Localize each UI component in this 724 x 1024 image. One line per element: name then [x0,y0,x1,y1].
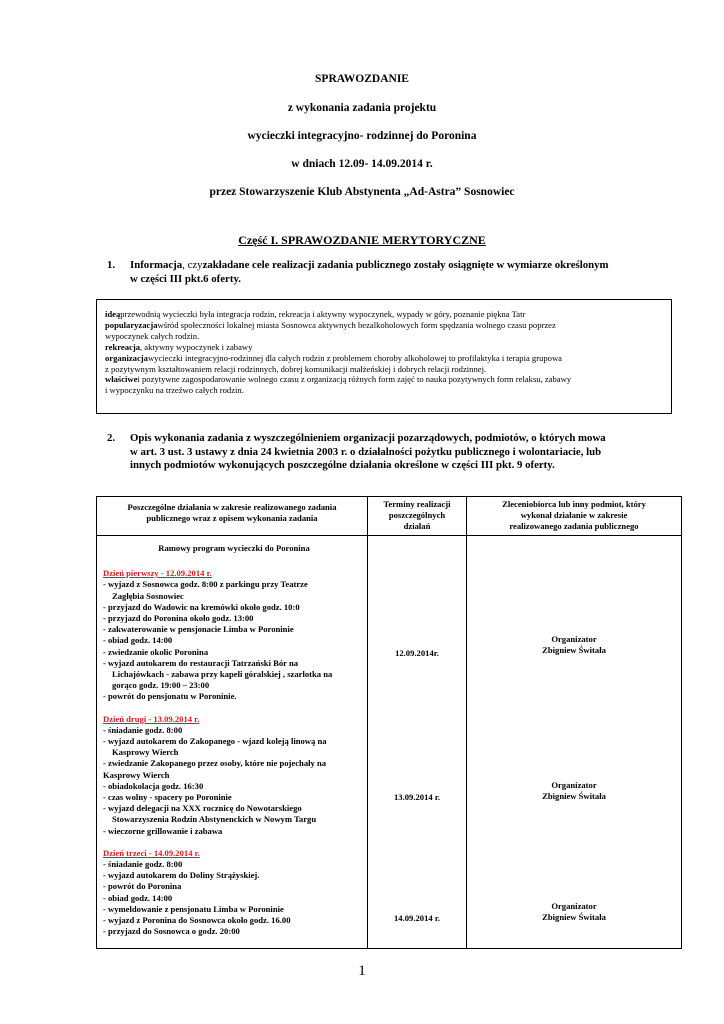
program-line: - śniadanie godz. 8:00 [103,724,183,735]
program-line: - przyjazd do Wadowic na kremówki około godz. 10:0 [103,601,300,612]
program-line: - przyjazd do Sosnowca o godz. 20:00 [103,926,240,937]
program-line: - wyjazd autokarem do Doliny Strążyskiej. [103,870,260,881]
box-row: popularyzacjawśród społeczności lokalnej miasta Sosnowca aktywnych bezalkoholowych form spędzania wolnego czasu poprzez [105,319,556,330]
activities-table [96,496,682,949]
program-line: - wyjazd z Sosnowca godz. 8:00 z parkingu przy Teatrze [103,579,308,590]
question-1-line-2: w części III pkt.6 oferty. [130,272,241,285]
day-block [103,568,365,702]
program-line: - wyjazd autokarem do Zakopanego - wjazd koleją linową na [103,736,327,747]
box-row: ideąprzewodnią wycieczki była integracja rodzin, rekreacja i aktywny wypoczynek, wypady w góry, poznanie piękna Tatr [105,309,526,319]
page-number: 1 [358,963,366,979]
box-row: wypoczynek całych rodzin. [105,330,200,341]
program-line: Zagłębia Sosnowiec [112,590,184,601]
program-line: - śniadanie godz. 8:00 [103,859,183,870]
box-row: właściwei pozytywne zagospodarowanie wolnego czasu z organizacją różnych form zajęć to nauka pozytywnych form relaksu, zabawy [105,374,572,385]
table-header-activities: Poszczególne działania w zakresie realizowanego zadania publicznego wraz z opisem wykonania zadania [127,502,337,523]
program-line: - wieczorne grillowanie i zabawa [103,825,223,836]
program-line: - obiad godz. 14:00 [103,892,173,903]
program-line: - wyjazd autokarem do restauracji Tatrzański Bór na [103,657,299,668]
organizer-day-1: Organizator Zbigniew Świtała [542,634,606,655]
date-day-3: 14.09.2014 r. [394,913,440,923]
program-line: Lichajówkach - zabawa przy kapeli góralskiej , szarlotka na [112,669,333,680]
doc-subtitle-4: przez Stowarzyszenie Klub Abstynenta „Ad-Astra” Sosnowiec [209,186,515,198]
question-1-line-1: Informacja, czyzakładane cele realizacji zadania publicznego zostały osiągnięte w wymiarze określonym [130,259,609,271]
program-line: - wyjazd z Poronina do Sosnowca około godz. 16.00 [103,915,291,926]
question-2-line-2: w art. 3 ust. 3 ustawy z dnia 24 kwietnia 2003 r. o działalności pożytku publicznego i wolontariacie, lub [130,445,602,458]
organizer-day-3: Organizator Zbigniew Świtała [542,901,606,922]
doc-subtitle-2: wycieczki integracyjno- rodzinnej do Poronina [247,130,477,142]
doc-subtitle-3: w dniach 12.09- 14.09.2014 r. [291,158,433,170]
question-2-line-1: Opis wykonania zadania z wyszczególnieniem organizacji pozarządowych, podmiotów, o których mowa [130,432,606,444]
table-header-dates: Terminy realizacji poszczególnych działań [383,499,451,531]
program-cell [103,543,365,938]
section-title: Część I. SPRAWOZDANIE MERYTORYCZNE [238,233,486,247]
date-day-2: 13.09.2014 r. [394,792,440,802]
day-label: Dzień pierwszy - 12.09.2014 r. [103,568,212,579]
program-line: - obiad godz. 14:00 [103,635,173,646]
day-label: Dzień trzeci - 14.09.2014 r. [103,847,200,858]
program-title: Ramowy program wycieczki do Poronina [158,543,310,553]
box-row: z pozytywnym kształtowaniem relacji rodzinnych, dobrej komunikacji małżeńskiej i dobrych relacji rodzinnej. [105,363,487,374]
program-line: gorąco godz. 19:00 – 23:00 [112,680,210,691]
question-2-number: 2. [107,432,116,444]
organizer-day-2: Organizator Zbigniew Świtała [542,780,606,801]
program-line: - czas wolny - spacery po Poroninie [103,792,232,803]
box-row: rekreacja, aktywny wypoczynek i zabawy [105,341,253,352]
doc-subtitle-1: z wykonania zadania projektu [287,102,437,114]
program-line: - obiadokolacja godz. 16:30 [103,780,204,791]
program-line: - zakwaterowanie w pensjonacie Limba w Poroninie [103,624,294,635]
day-block [103,848,365,938]
box-row: organizacjawycieczki integracyjno-rodzinnej dla całych rodzin z problemem choroby alkoholowej to profilaktyka i terapia grupowa [105,352,562,363]
doc-title: SPRAWOZDANIE [315,73,409,85]
program-line: Kasprowy Wierch [103,769,170,780]
goals-box [96,299,672,414]
table-header-organizer: Zleceniobiorca lub inny podmiot, który wykonał działanie w zakresie realizowanego zadania publicznego [502,499,646,531]
program-line: - wymeldowanie z pensjonatu Limba w Poroninie [103,903,284,914]
question-2-line-3: innych podmiotów wykonujących poszczególne działania określone w części III pkt. 9 oferty. [130,459,555,471]
program-line: - zwiedzanie okolic Poronina [103,646,209,657]
program-line: - powrót do pensjonatu w Poroninie. [103,691,237,702]
question-1 [107,259,667,289]
day-block [103,714,365,837]
program-line: Stowarzyszenia Rodzin Abstynenckich w Nowym Targu [112,814,317,825]
box-row: i wypoczynku na trzeźwo całych rodzin. [105,385,244,396]
day-label: Dzień drugi - 13.09.2014 r. [103,713,200,724]
question-1-number: 1. [107,259,116,271]
program-line: - przyjazd do Poronina około godz. 13:00 [103,613,254,624]
program-line: - powrót do Poronina [103,881,182,892]
question-2 [107,432,667,476]
program-line: - wyjazd delegacji na XXX rocznicę do Nowotarskiego [103,803,302,814]
program-line: - zwiedzanie Zakopanego przez osoby, które nie pojechały na [103,758,327,769]
date-day-1: 12.09.2014r. [395,648,439,658]
program-line: Kasprowy Wierch [112,747,179,758]
